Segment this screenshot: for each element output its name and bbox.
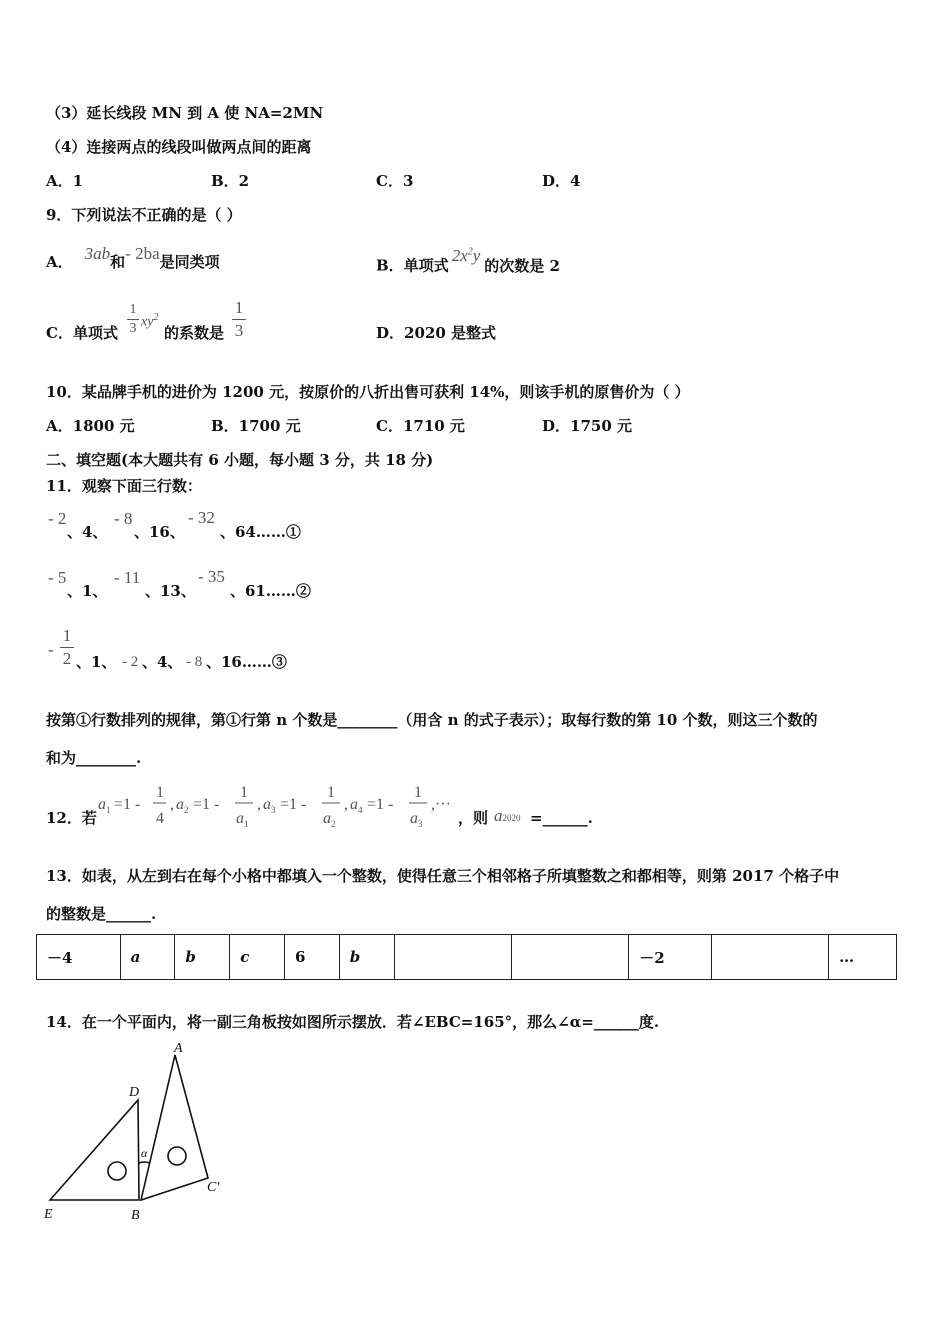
q9-c-xy-var: xy: [141, 314, 154, 330]
svg-text:3: 3: [418, 819, 423, 829]
svg-text:1: 1: [244, 819, 249, 829]
label-b: B: [131, 1208, 140, 1223]
q9-c-num: 1: [129, 302, 137, 317]
q9-b-suffix: 的次数是 2: [484, 256, 560, 275]
svg-text:=1 -: =1 -: [280, 796, 307, 813]
q11-r2-t3: 、61……②: [230, 582, 311, 600]
svg-text:1: 1: [327, 784, 335, 801]
svg-text:1: 1: [414, 784, 422, 801]
grid-cell-2: a: [120, 935, 175, 980]
q11-r3-m3: - 8: [186, 654, 203, 670]
grid-cell-1: －4: [37, 935, 121, 980]
label-e: E: [44, 1207, 53, 1222]
svg-text:a: a: [263, 796, 271, 813]
svg-text:4: 4: [358, 805, 363, 815]
q11-r1-m3: - 32: [188, 508, 215, 527]
q9-a-expr2: - 2ba: [125, 244, 160, 263]
q12-a2020: [494, 806, 521, 826]
svg-text:=1 -: =1 -: [114, 796, 141, 813]
q9-b-expr: [452, 246, 481, 265]
q9-option-b: [376, 245, 560, 276]
q12-expression-graphic: [96, 782, 456, 832]
svg-text:=1 -: =1 -: [367, 796, 394, 813]
q11-r2-t1: 、1、: [67, 582, 108, 600]
q11-question-line-1: 按第①行数排列的规律，第①行第 n 个数是________（用含 n 的式子表示）；取每行数的第 10 个数，则这三个数的: [46, 711, 818, 729]
grid-cell-5: 6: [284, 935, 339, 980]
q8-item-3: （3）延长线段 MN 到 A 使 NA=2MN: [46, 104, 324, 122]
q11-r1-t1: 、4、: [67, 523, 108, 541]
q10-stem: 10．某品牌手机的进价为 1200 元，按原价的八折出售可获利 14%，则该手机的原售价为（ ）: [46, 383, 690, 401]
q9-a-and: 和: [110, 253, 126, 271]
q10-option-c: C．1710 元: [376, 417, 465, 435]
grid-cell-7: [394, 935, 511, 980]
svg-text:2: 2: [331, 819, 336, 829]
svg-text:1: 1: [156, 784, 164, 801]
q10-option-d: D．1750 元: [542, 417, 632, 435]
q9-c-fraction-2: [232, 298, 246, 341]
q9-c-num2: 1: [234, 298, 244, 317]
svg-text:a: a: [323, 810, 331, 827]
svg-text:=1 -: =1 -: [193, 796, 220, 813]
svg-text:,: ,: [170, 796, 174, 813]
q11-r1-m2: - 8: [114, 509, 133, 528]
svg-text:a: a: [176, 796, 184, 813]
q9-a-suffix: 是同类项: [159, 253, 220, 271]
q11-r3-t1: 、1、: [76, 653, 117, 671]
grid-cell-3: b: [175, 935, 230, 980]
q8-item-4: （4）连接两点的线段叫做两点间的距离: [46, 138, 312, 156]
svg-text:2: 2: [184, 805, 189, 815]
q10-option-a: A．1800 元: [46, 417, 135, 435]
q11-r1-t3: 、64……①: [220, 523, 301, 541]
svg-text:a: a: [236, 810, 244, 827]
q8-option-b: B．2: [211, 172, 250, 190]
q8-option-d: D．4: [542, 172, 581, 190]
q12-sequence-expression: [96, 782, 456, 832]
label-a: A: [174, 1041, 183, 1056]
q9-a-expr1: 3ab: [84, 244, 111, 263]
svg-text:a: a: [350, 796, 358, 813]
q11-r1-t2: 、16、: [134, 523, 185, 541]
q11-r3-den: 2: [62, 649, 72, 668]
grid-cell-ellipsis: …: [829, 935, 897, 980]
q12-then: ，则: [458, 809, 489, 827]
triangle-abc: [141, 1055, 208, 1200]
q11-stem: 11．观察下面三行数：: [46, 477, 202, 495]
svg-text:1: 1: [106, 805, 111, 815]
q13-question-line-1: 13．如表，从左到右在每个小格中都填入一个整数，使得任意三个相邻格子所填整数之和都相等，则第 2017 个格子中: [46, 867, 840, 885]
alpha-arc: [139, 1162, 150, 1163]
q10-option-b: B．1700 元: [211, 417, 301, 435]
grid-cell-10: [711, 935, 828, 980]
q12-sub-2020: 2020: [502, 813, 521, 823]
triangle-hole-right: [168, 1147, 186, 1165]
svg-text:,···: ,···: [431, 796, 451, 813]
svg-text:a: a: [410, 810, 418, 827]
svg-text:1: 1: [240, 784, 248, 801]
q9-c-prefix: C．单项式: [46, 324, 118, 342]
grid-cell-8: [511, 935, 628, 980]
q11-question-line-2: 和为________.: [46, 749, 142, 767]
q11-r3-minus: -: [48, 640, 54, 659]
label-alpha: α: [141, 1146, 148, 1160]
label-d: D: [129, 1085, 140, 1100]
q9-b-2x: 2x: [451, 245, 468, 265]
q11-r2-m1: - 5: [48, 568, 67, 587]
q11-r2-m2: - 11: [114, 568, 141, 587]
q9-stem: 9．下列说法不正确的是（ ）: [46, 206, 242, 224]
label-c: C': [207, 1180, 220, 1195]
q11-r3-t2: 、4、: [142, 653, 183, 671]
q9-c-mid: 的系数是: [164, 324, 225, 342]
q9-a-prefix: A．: [46, 253, 73, 271]
q9-b-exponent: 2: [467, 246, 473, 257]
q9-c-xy: [141, 312, 158, 331]
triangle-hole-left: [108, 1162, 126, 1180]
svg-text:a: a: [98, 796, 106, 813]
q9-option-a: [46, 244, 220, 272]
q9-option-c: [46, 323, 118, 343]
q11-r2-m3: - 35: [198, 567, 225, 586]
q9-b-y: y: [472, 245, 481, 265]
triangle-dbe: [50, 1100, 139, 1200]
q11-r3-t3: 、16……③: [206, 653, 287, 671]
q12-prefix: 12．若: [46, 809, 97, 827]
q9-option-d: D．2020 是整式: [376, 324, 496, 342]
q9-b-prefix: B．单项式: [376, 256, 449, 275]
q14-question: 14．在一个平面内，将一副三角板按如图所示摆放．若∠EBC=165°，那么∠α=______度.: [46, 1013, 660, 1031]
q12-answer-blank: =______.: [530, 809, 593, 827]
q9-c-exponent: 2: [153, 312, 159, 323]
q11-r3-num: 1: [62, 626, 72, 645]
svg-text:,: ,: [257, 796, 261, 813]
q11-r2-t2: 、13、: [145, 582, 196, 600]
grid-cell-9: －2: [629, 935, 712, 980]
q11-r3-m2: - 2: [122, 654, 139, 670]
svg-text:4: 4: [156, 810, 164, 827]
q9-c-fraction: [127, 302, 139, 337]
q8-option-a: A．1: [46, 172, 84, 190]
q9-c-den: 3: [129, 321, 137, 336]
q12-a: a: [494, 806, 503, 825]
q11-r3-fraction: [60, 626, 74, 669]
q11-r1-m1: - 2: [48, 509, 67, 528]
svg-text:3: 3: [271, 805, 276, 815]
svg-text:,: ,: [344, 796, 348, 813]
q9-c-den2: 3: [234, 321, 244, 340]
q13-question-line-2: 的整数是______.: [46, 905, 157, 923]
grid-cell-6: b: [339, 935, 394, 980]
q13-number-grid: [36, 934, 897, 980]
q8-option-c: C．3: [376, 172, 414, 190]
q14-triangle-figure: [40, 1035, 230, 1225]
grid-cell-4: c: [230, 935, 285, 980]
section-2-heading: 二、填空题(本大题共有 6 小题，每小题 3 分，共 18 分): [46, 451, 434, 469]
